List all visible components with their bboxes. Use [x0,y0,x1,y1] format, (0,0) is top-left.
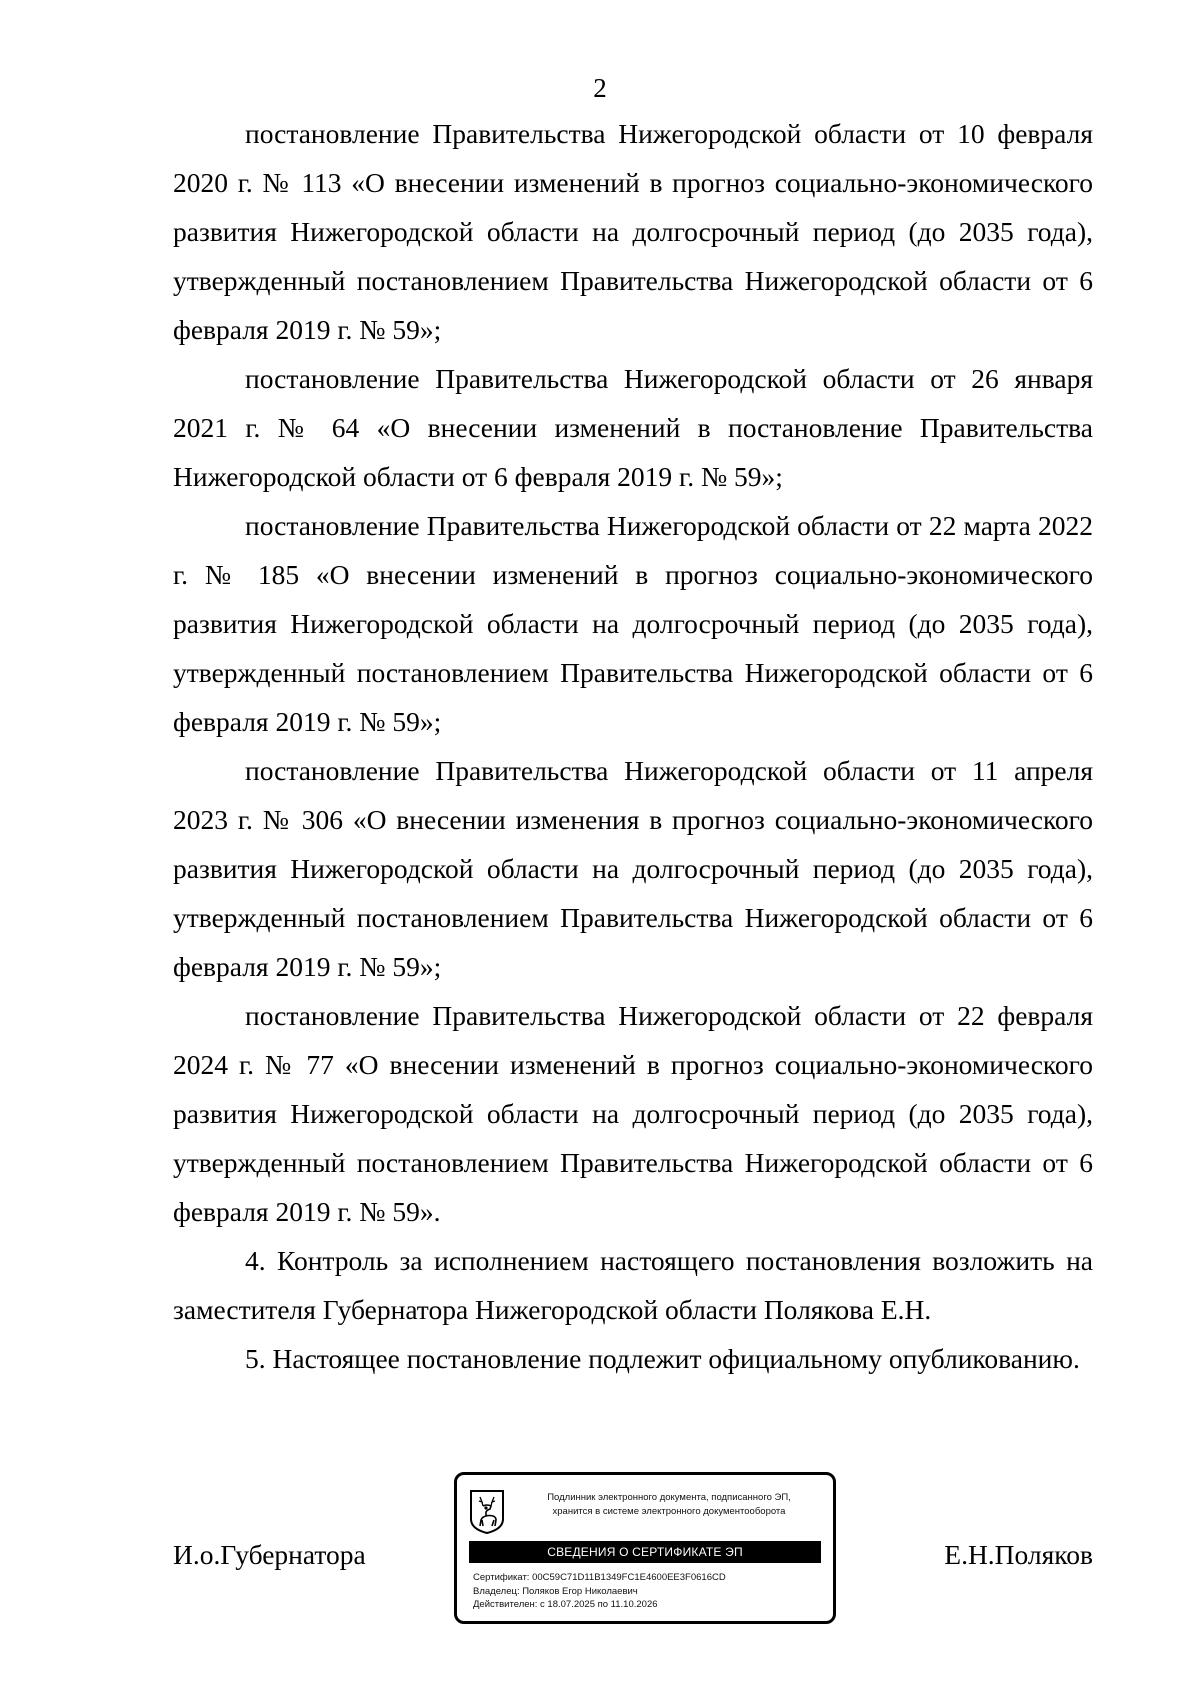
page-number: 2 [593,73,607,103]
paragraph-resolution-2022: постановление Правительства Нижегородской области от 22 марта 2022 г. № 185 «О внесении изменений в прогноз социально-экономического развития Нижегородской области на долгосрочный период (до 2035 года), утвержденный постановлением Правительства Нижегородской области от 6 февраля 2019 г. № 59»; [173,510,1093,737]
deer-emblem-icon [469,1489,505,1535]
stamp-header-line1: Подлинник электронного документа, подписанного ЭП, [547,1492,791,1503]
document-body [173,109,1093,1383]
certificate-number: Сертификат: 00C59C71D11B1349FC1E4600EE3F0616CD [473,1572,726,1583]
signatory-name: Е.Н.Поляков [944,1539,1093,1570]
paragraph-resolution-2024: постановление Правительства Нижегородской области от 22 февраля 2024 г. № 77 «О внесении изменений в прогноз социально-экономического развития Нижегородской области на долгосрочный период (до 2035 года), утвержденный постановлением Правительства Нижегородской области от 6 февраля 2019 г. № 59». [173,1000,1093,1227]
certificate-validity: Действителен: с 18.07.2025 по 11.10.2026 [473,1599,658,1610]
signature-block [0,1472,1200,1622]
signatory-position: И.о.Губернатора [173,1539,366,1570]
paragraph-resolution-2023: постановление Правительства Нижегородской области от 11 апреля 2023 г. № 306 «О внесении изменения в прогноз социально-экономического развития Нижегородской области на долгосрочный период (до 2035 года), утвержденный постановлением Правительства Нижегородской области от 6 февраля 2019 г. № 59»; [173,755,1093,982]
paragraph-resolution-2020: постановление Правительства Нижегородской области от 10 февраля 2020 г. № 113 «О внесении изменений в прогноз социально-экономического развития Нижегородской области на долгосрочный период (до 2035 года), утвержденный постановлением Правительства Нижегородской области от 6 февраля 2019 г. № 59»; [173,118,1093,345]
paragraph-item-4-control: 4. Контроль за исполнением настоящего постановления возложить на заместителя Губернатора Нижегородской области Полякова Е.Н. [173,1245,1093,1325]
electronic-signature-stamp [454,1472,836,1624]
paragraph-item-5-publication: 5. Настоящее постановление подлежит официальному опубликованию. [245,1343,1080,1374]
stamp-certificate-title: СВЕДЕНИЯ О СЕРТИФИКАТЕ ЭП [469,1541,821,1563]
certificate-owner: Владелец: Поляков Егор Николаевич [473,1585,638,1597]
stamp-header-line2: хранится в системе электронного документооборота [552,1506,786,1517]
stamp-certificate-details [473,1571,823,1612]
paragraph-resolution-2021: постановление Правительства Нижегородской области от 26 января 2021 г. № 64 «О внесении изменений в постановление Правительства Нижегородской области от 6 февраля 2019 г. № 59»; [173,363,1093,492]
stamp-header [519,1491,819,1519]
